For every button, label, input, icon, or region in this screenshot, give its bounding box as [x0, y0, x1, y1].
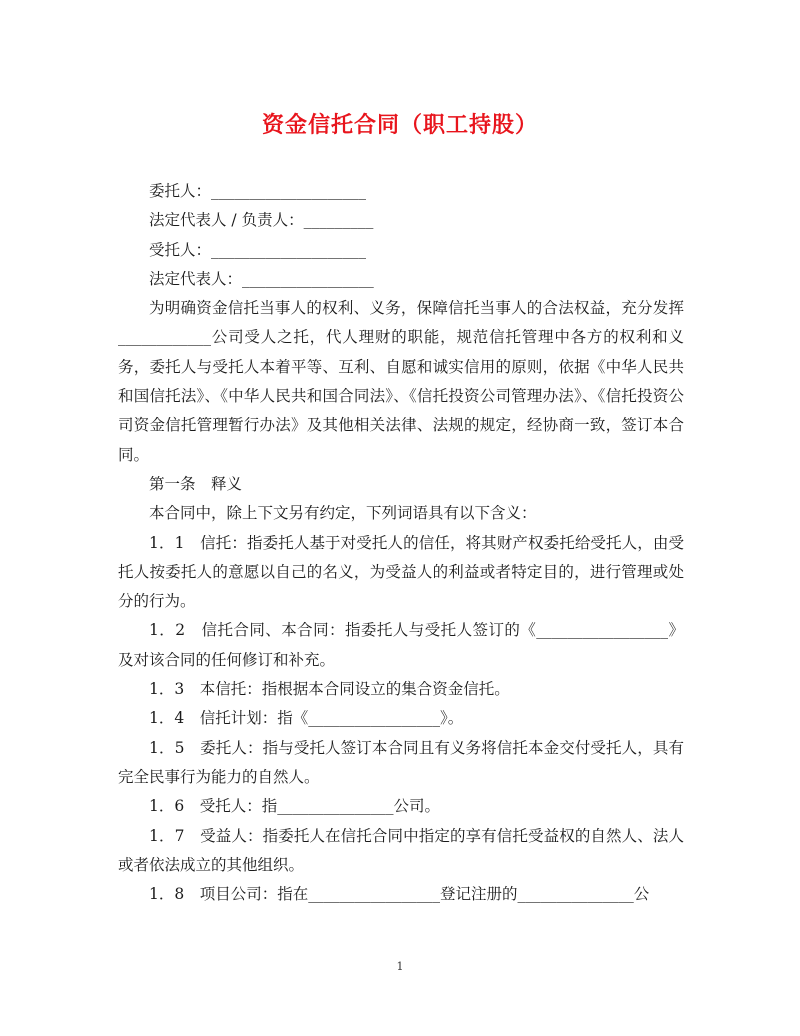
article-intro: 本合同中，除上下文另有约定，下列词语具有以下含义： [149, 504, 537, 523]
field-legal-representative: 法定代表人 / 负责人：_________ [149, 211, 374, 230]
clause-item: 1．7 受益人：指委托人在信托合同中指定的享有信托受益权的自然人、法人或者依法成立的其他组织。 [118, 826, 684, 874]
preamble-paragraph: 为明确资金信托当事人的权利、义务，保障信托当事人的合法权益，充分发挥____________公司受人之托，代人理财的职能，规范信托管理中各方的权利和义务，委托人与受托人本着平等、互利、自愿和诚实信用的原则，依据《中华人民共和国信托法》、《中华人民共和国合同法》、《信托投资公司管理办法》、《信托投资公司资金信托管理暂行办法》及其他相关法律、法规的规定，经协商一致，签订本合同。 [118, 299, 684, 464]
clause-item: 1．6 受托人：指_______________公司。 [149, 797, 440, 816]
document-title: 资金信托合同（职工持股） [261, 112, 538, 138]
clause-item: 1．8 项目公司：指在_________________登记注册的_______________公 [149, 885, 650, 904]
article-heading: 第一条 释义 [149, 474, 243, 493]
document-body [118, 177, 684, 909]
field-trustee: 受托人：____________________ [149, 240, 367, 259]
clause-item: 1．1 信托：指委托人基于对受托人的信任，将其财产权委托给受托人，由受托人按委托人的意愿以自己的名义，为受益人的利益或者特定目的，进行管理或处分的行为。 [118, 533, 684, 611]
field-trustor: 委托人：____________________ [149, 182, 367, 200]
clause-item: 1．5 委托人：指与受托人签订本合同且有义务将信托本金交付受托人，具有完全民事行为能力的自然人。 [118, 738, 684, 786]
field-trustee-legal-representative: 法定代表人：_________________ [149, 269, 374, 288]
clause-item: 1．2 信托合同、本合同：指委托人与受托人签订的《_________________》及对该合同的任何修订和补充。 [118, 621, 684, 669]
clause-item: 1．3 本信托：指根据本合同设立的集合资金信托。 [149, 680, 510, 699]
clause-item: 1．4 信托计划：指《_________________》。 [149, 709, 464, 728]
page-number: 1 [396, 960, 404, 973]
